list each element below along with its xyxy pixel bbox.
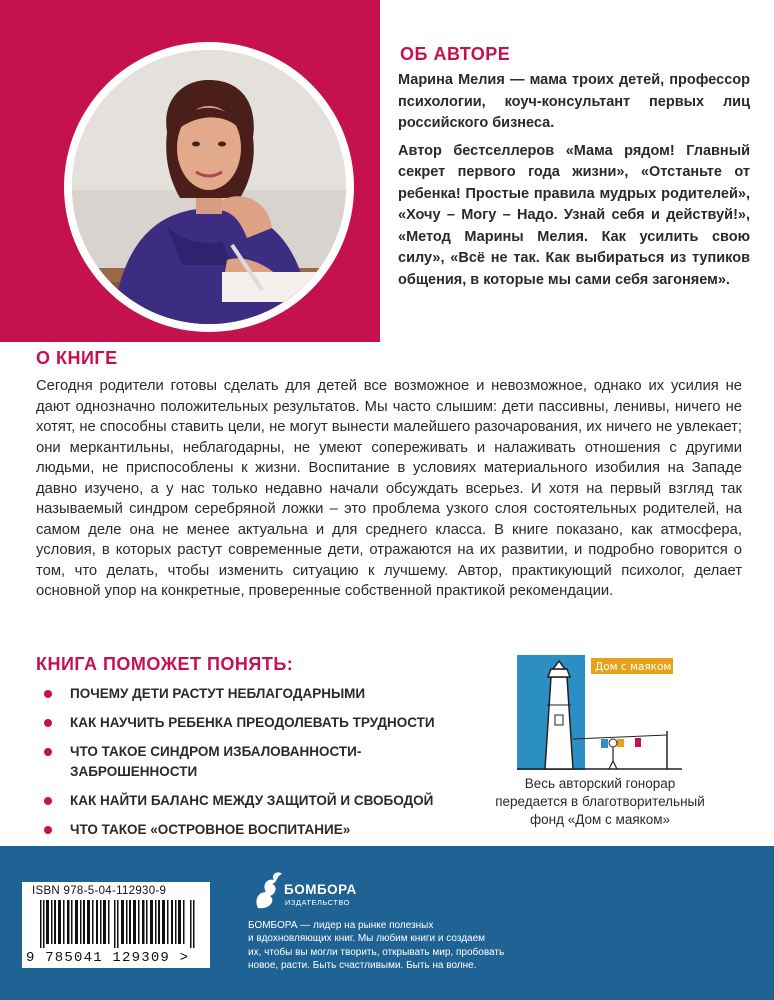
- charity-fund-note: [480, 775, 720, 829]
- lighthouse-logo: [517, 655, 682, 770]
- about-author-paragraph: Марина Мелия — мама троих детей, профессор психологии, коуч-консультант первых лиц российского бизнеса.: [398, 72, 750, 131]
- book-helps-title: КНИГА ПОМОЖЕТ ПОНЯТЬ:: [36, 654, 294, 674]
- lighthouse-logo-text: Дом с маяком: [595, 661, 672, 673]
- author-photo: [72, 50, 346, 324]
- publisher-description-line: и вдохновляющих книг. Мы любим книги и создаем: [248, 933, 486, 945]
- list-item: КАК НАЙТИ БАЛАНС МЕЖДУ ЗАЩИТОЙ И СВОБОДОЙ: [44, 791, 474, 811]
- publisher-description-line: их, чтобы вы могли творить, открывать мир, пробовать: [248, 946, 505, 958]
- about-author-title: ОБ АВТОРЕ: [400, 44, 511, 64]
- publisher-name: БОМБОРА: [284, 882, 357, 897]
- publisher-description-line: БОМБОРА — лидер на рынке полезных: [248, 920, 434, 931]
- bombora-logo-icon: [250, 870, 284, 914]
- publisher-description-line: новое, расти. Быть счастливыми. Быть на волне.: [248, 959, 477, 971]
- about-author-text: [398, 70, 750, 297]
- book-helps-list: [44, 684, 474, 849]
- about-author-paragraph: Автор бестселлеров «Мама рядом! Главный секрет первого года жизни», «Отстаньте от ребенка! Простые правила мудрых родителей», «Хочу – Могу – Надо. Узнай себя и действуй!», «Метод Марины Мелия. Как усилить свою силу», «Всё не так. Как выбираться из тупиков общения, в которые мы сами себя загоняем».: [398, 142, 750, 288]
- publisher-subtitle: ИЗДАТЕЛЬСТВО: [285, 898, 351, 907]
- barcode-digits: 9 785041 129309 >: [26, 950, 190, 966]
- isbn-number: ISBN 978-5-04-112930-9: [32, 885, 167, 897]
- about-book-title: О КНИГЕ: [36, 348, 118, 368]
- barcode: [40, 900, 196, 948]
- charity-fund-line: фонд «Дом с маяком»: [530, 812, 670, 827]
- list-item: ЧТО ТАКОЕ «ОСТРОВНОЕ ВОСПИТАНИЕ»: [44, 820, 474, 840]
- list-item: КАК НАУЧИТЬ РЕБЕНКА ПРЕОДОЛЕВАТЬ ТРУДНОСТИ: [44, 713, 474, 733]
- list-item: ПОЧЕМУ ДЕТИ РАСТУТ НЕБЛАГОДАРНЫМИ: [44, 684, 474, 704]
- charity-fund-line: Весь авторский гонорар: [524, 776, 676, 791]
- publisher-description: [248, 919, 518, 972]
- about-book-text: Сегодня родители готовы сделать для детей все возможное и невозможное, однако их усилия не дают однозначно положительных результатов. Мы часто слышим: дети пассивны, ленивы, ничего не хотят, не способны ставить цели, не могут вынести малейшего разочарования, их ничего не увлекает; они меркантильны, неблагодарны, не умеют сопереживать и налаживать отношения с другими людьми, не приспособлены к жизни. Воспитание в условиях материального изобилия на Западе давно изучено, а у нас только недавно начали обсуждать всерьез. И хотя на первый взгляд так называемый синдром серебряной ложки – это проблема узкого слоя состоятельных родителей, на самом деле она не менее актуальна и для среднего класса. В книге показано, как атмосфера, условия, в которых растут современные дети, отражаются на их развитии, и подробно говорится о том, что делать, чтобы изменить ситуацию к лучшему. Автор, практикующий психолог, делает основной упор на конкретные, проверенные собственной практикой рекомендации.: [36, 378, 742, 599]
- charity-fund-line: передается в благотворительный: [495, 794, 705, 809]
- list-item: ЧТО ТАКОЕ СИНДРОМ ИЗБАЛОВАННОСТИ-ЗАБРОШЕННОСТИ: [44, 742, 474, 782]
